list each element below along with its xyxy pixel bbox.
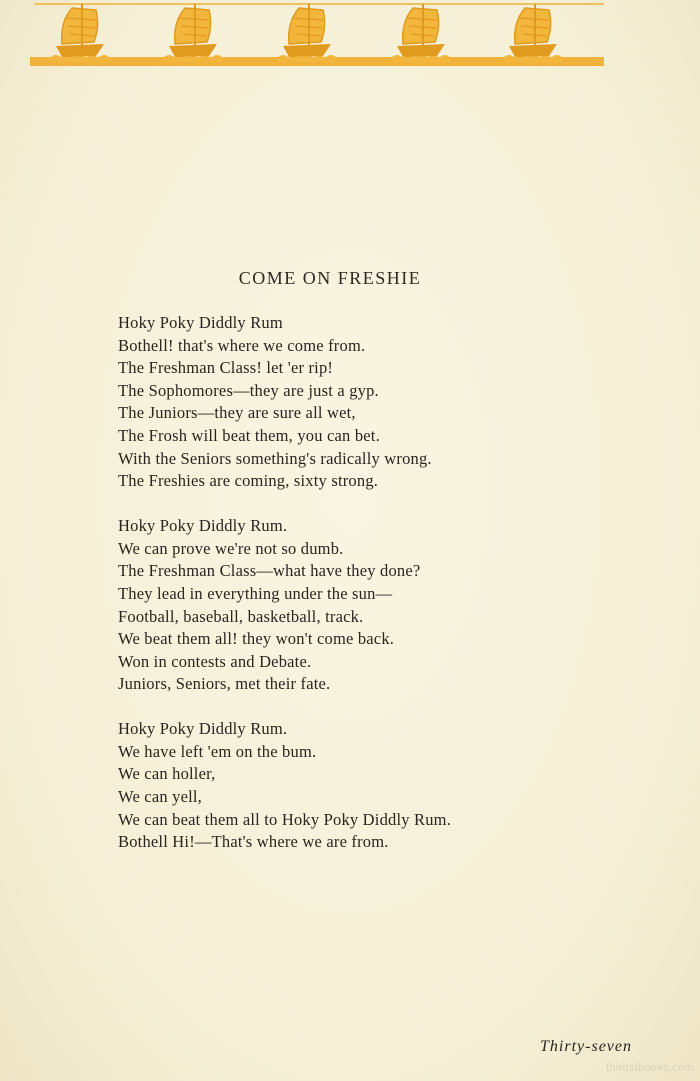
stanza-1	[118, 312, 451, 493]
poem-line: Bothell! that's where we come from.	[118, 335, 366, 355]
poem-line: Won in contests and Debate.	[118, 651, 312, 671]
poem-line: We have left 'em on the bum.	[118, 741, 317, 761]
poem-line: We can yell,	[118, 787, 202, 807]
poem-line: The Sophomores—they are just a gyp.	[118, 380, 379, 400]
poem-line: Juniors, Seniors, met their fate.	[118, 674, 331, 694]
poem-line: Hoky Poky Diddly Rum.	[118, 516, 288, 536]
poem-title: COME ON FRESHIE	[238, 268, 422, 288]
poem-line: We can beat them all to Hoky Poky Diddly Rum.	[118, 809, 452, 829]
poem-line: We can holler,	[118, 764, 216, 784]
poem-body	[118, 312, 451, 876]
poem-line: With the Seniors something's radically wrong.	[118, 448, 432, 468]
poem-line: The Freshman Class—what have they done?	[118, 561, 421, 581]
sailing-ship-icon	[391, 4, 451, 62]
poem-line: Football, baseball, basketball, track.	[118, 606, 364, 626]
sailing-ship-icon	[163, 4, 223, 62]
poem-line: We beat them all! they won't come back.	[118, 629, 395, 649]
sailing-ship-icon	[277, 4, 337, 62]
poem-line: The Freshman Class! let 'er rip!	[118, 358, 334, 378]
poem-line: Hoky Poky Diddly Rum	[118, 313, 283, 332]
sailing-ship-icon	[503, 4, 563, 62]
poem-line: They lead in everything under the sun—	[118, 583, 393, 603]
poem-line: The Juniors—they are sure all wet,	[118, 403, 356, 423]
watermark: thirdstbooks.com	[606, 1062, 694, 1074]
poem-line: Bothell Hi!—That's where we are from.	[118, 832, 389, 852]
stanza-2	[118, 515, 451, 696]
stanza-3	[118, 718, 451, 854]
poem-line: The Freshies are coming, sixty strong.	[118, 471, 379, 491]
poem-line: The Frosh will beat them, you can bet.	[118, 425, 380, 445]
sailing-ship-icon	[50, 4, 110, 62]
sailing-ships-banner	[30, 0, 604, 70]
poem-line: We can prove we're not so dumb.	[118, 538, 344, 558]
poem-line: Hoky Poky Diddly Rum.	[118, 719, 288, 739]
page-number: Thirty-seven	[540, 1038, 632, 1055]
